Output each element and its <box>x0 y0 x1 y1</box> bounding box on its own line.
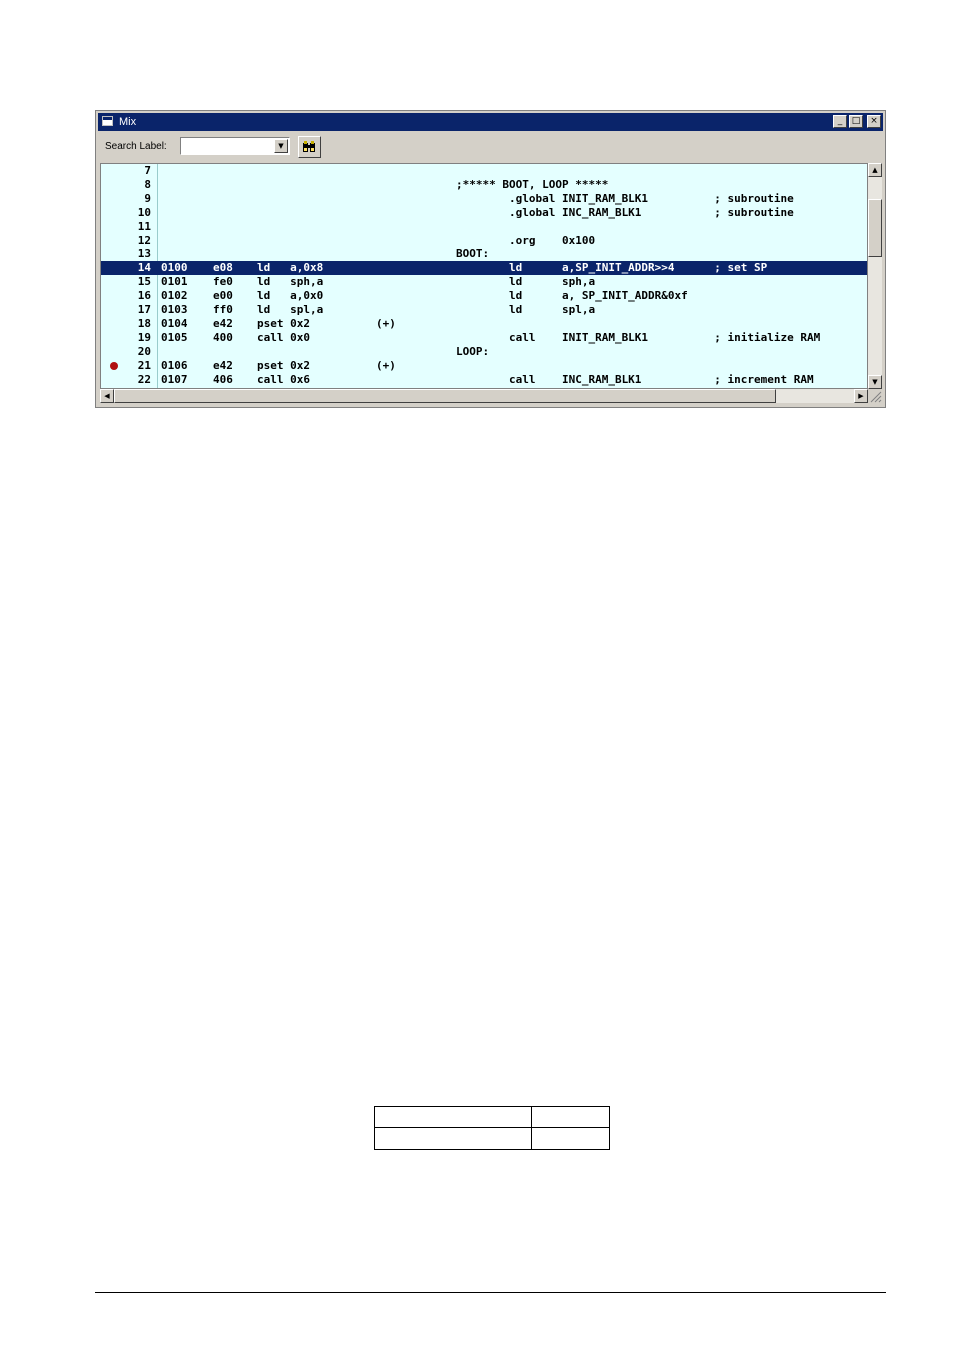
window-title: Mix <box>119 116 137 128</box>
breakpoint-icon[interactable] <box>110 362 118 370</box>
code-cell-src: BOOT: <box>456 247 490 261</box>
code-cell-code: fe0 <box>213 275 233 289</box>
code-row[interactable] <box>101 234 867 248</box>
code-cell-src: ld sph,a <box>456 275 596 289</box>
toolbar <box>98 133 883 161</box>
code-cell-addr: 0105 <box>161 330 188 344</box>
maximize-button[interactable]: □ <box>849 115 863 128</box>
code-row[interactable] <box>101 317 867 331</box>
code-cell-ins: call 0x0 <box>257 330 310 344</box>
code-row-selected[interactable] <box>101 261 867 275</box>
code-cell-src: .global INIT_RAM_BLK1 ; subroutine <box>456 191 794 205</box>
code-cell-ln: 10 <box>137 205 151 219</box>
code-cell-src: ;***** BOOT, LOOP ***** <box>456 177 609 191</box>
code-cell-addr: 0100 <box>161 261 188 275</box>
footer-rule <box>95 1292 886 1293</box>
code-row[interactable] <box>101 345 867 359</box>
code-row[interactable] <box>101 289 867 303</box>
scroll-down-button[interactable]: ▼ <box>868 375 882 389</box>
code-cell-src: .global INC_RAM_BLK1 ; subroutine <box>456 205 794 219</box>
code-listing[interactable] <box>100 163 868 389</box>
blank-table <box>374 1106 610 1150</box>
code-cell-ln: 21 <box>137 358 151 372</box>
code-cell-ln: 18 <box>137 316 151 330</box>
code-cell-ln: 8 <box>144 177 151 191</box>
code-cell-ln: 13 <box>137 247 151 261</box>
scroll-up-button[interactable]: ▲ <box>868 163 882 177</box>
code-cell-code: 406 <box>213 372 233 386</box>
window-icon <box>102 116 113 126</box>
code-cell-addr: 0107 <box>161 372 188 386</box>
code-row[interactable] <box>101 192 867 206</box>
code-cell-code: 400 <box>213 330 233 344</box>
code-cell-src: LOOP: <box>456 344 490 358</box>
code-cell-ln: 20 <box>137 344 151 358</box>
code-cell-src: ld a,SP_INIT_ADDR>>4 ; set SP <box>456 261 768 275</box>
close-button[interactable]: × <box>867 115 881 128</box>
code-row[interactable] <box>101 206 867 220</box>
code-cell-addr: 0104 <box>161 316 188 330</box>
code-cell-ln: 9 <box>144 191 151 205</box>
code-row[interactable] <box>101 275 867 289</box>
code-cell-ins: ld sph,a <box>257 275 324 289</box>
code-cell-addr: 0106 <box>161 358 188 372</box>
code-cell-code: e00 <box>213 289 233 303</box>
code-cell-ln: 22 <box>137 372 151 386</box>
title-bar[interactable] <box>98 113 883 131</box>
code-cell-src: call INC_RAM_BLK1 ; increment RAM <box>456 372 814 386</box>
code-cell-ln: 14 <box>137 261 151 275</box>
code-row[interactable] <box>101 359 867 373</box>
code-row[interactable] <box>101 373 867 387</box>
minimize-button[interactable]: _ <box>833 115 847 128</box>
search-label-combo[interactable] <box>180 137 290 155</box>
mix-window <box>95 110 886 408</box>
code-row[interactable] <box>101 220 867 234</box>
code-row[interactable] <box>101 164 867 178</box>
horizontal-scrollbar[interactable] <box>100 389 868 403</box>
code-cell-ln: 16 <box>137 289 151 303</box>
code-cell-ext: (+) <box>376 316 396 330</box>
code-cell-src: ld a, SP_INIT_ADDR&0xf <box>456 289 688 303</box>
code-cell-ln: 12 <box>137 233 151 247</box>
chevron-down-icon[interactable]: ▼ <box>274 139 288 153</box>
code-cell-src: ld spl,a <box>456 303 596 316</box>
code-cell-src: .org 0x100 <box>456 233 596 247</box>
vertical-scroll-thumb[interactable] <box>868 199 882 257</box>
code-cell-ln: 11 <box>137 219 151 233</box>
code-cell-code: e42 <box>213 358 233 372</box>
code-row[interactable] <box>101 331 867 345</box>
code-cell-ln: 19 <box>137 330 151 344</box>
code-cell-ln: 15 <box>137 275 151 289</box>
code-cell-addr: 0103 <box>161 303 188 316</box>
search-label: Search Label: <box>105 141 167 152</box>
code-cell-ln: 17 <box>137 303 151 316</box>
code-cell-code: e08 <box>213 261 233 275</box>
code-cell-code: ff0 <box>213 303 233 316</box>
horizontal-scroll-thumb[interactable] <box>114 389 776 403</box>
binoculars-icon <box>302 140 317 154</box>
find-button[interactable] <box>298 136 321 158</box>
code-cell-ins: pset 0x2 <box>257 316 310 330</box>
code-cell-ins: call 0x6 <box>257 372 310 386</box>
code-cell-ins: ld spl,a <box>257 303 324 316</box>
code-cell-addr: 0102 <box>161 289 188 303</box>
scroll-left-button[interactable]: ◀ <box>100 389 114 403</box>
code-cell-ins: ld a,0x0 <box>257 289 324 303</box>
code-row[interactable] <box>101 247 867 261</box>
resize-grip-icon[interactable] <box>868 389 882 403</box>
code-cell-code: e42 <box>213 316 233 330</box>
vertical-scrollbar[interactable] <box>868 163 882 389</box>
code-cell-addr: 0101 <box>161 275 188 289</box>
code-cell-ln: 7 <box>144 164 151 177</box>
code-cell-src: call INIT_RAM_BLK1 ; initialize RAM <box>456 330 821 344</box>
table-row-divider <box>375 1127 609 1128</box>
code-row[interactable] <box>101 303 867 317</box>
code-cell-ext: (+) <box>376 358 396 372</box>
scroll-right-button[interactable]: ▶ <box>854 389 868 403</box>
table-column-divider <box>531 1107 532 1149</box>
code-cell-ins: ld a,0x8 <box>257 261 324 275</box>
code-row[interactable] <box>101 178 867 192</box>
code-cell-ins: pset 0x2 <box>257 358 310 372</box>
